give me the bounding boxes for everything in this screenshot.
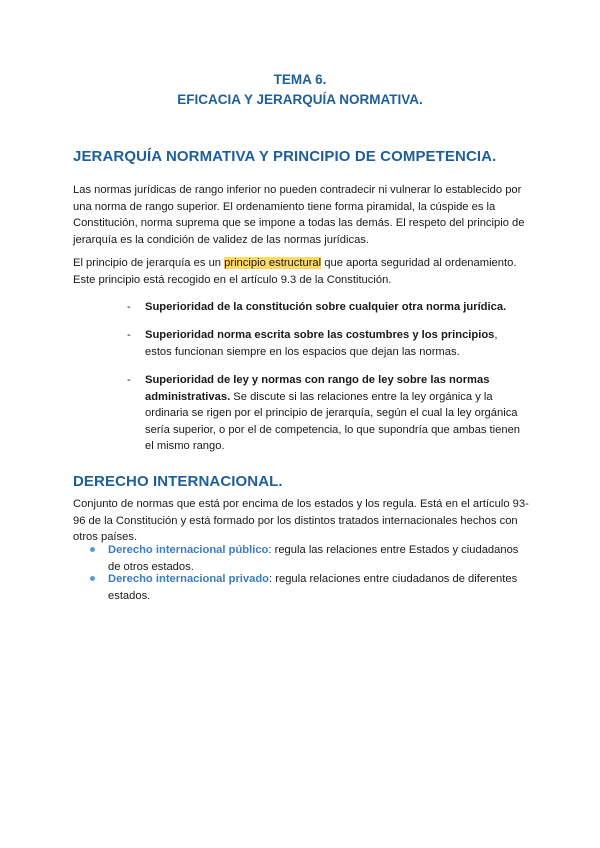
list-item-superioridad-norma-escrita [127, 327, 527, 360]
bullet-term: Derecho internacional público [108, 544, 269, 556]
bullet-text: : regula relaciones entre ciudadanos de diferentes estados. [108, 573, 518, 602]
document-title-line2: EFICACIA Y JERARQUÍA NORMATIVA. [177, 92, 423, 107]
list-item-bold: Superioridad de ley y normas con rango de ley sobre las normas administrativas. [145, 374, 490, 403]
bullet-dot-icon [90, 547, 95, 552]
list-item-bold: Superioridad norma escrita sobre las costumbres y los principios [145, 329, 495, 341]
list-item-text: , estos funcionan siempre en los espacios que dejan las normas. [145, 329, 498, 358]
bullet-text: : regula las relaciones entre Estados y ciudadanos de otros estados. [108, 544, 519, 573]
list-item-superioridad-ley [127, 372, 527, 455]
list-item-bold: Superioridad de la constitución sobre cualquier otra norma jurídica. [145, 301, 507, 313]
dash-marker: - [127, 301, 131, 313]
list-item-text: Se discute si las relaciones entre la ley orgánica y la ordinaria se rigen por el principio de jerarquía, según el cual la ley orgánica sería superior, o por el de competencia, lo que supondría que ambas tienen el mismo rango. [145, 390, 521, 453]
paragraph-derecho-internacional: Conjunto de normas que está por encima de los estados y los regula. Está en el artículo 93-96 de la Constitución y está formado por los distintos tratados internacionales hechos con otros países. [73, 498, 529, 544]
paragraph-text-before: El principio de jerarquía es un [73, 257, 225, 269]
highlighted-term: principio estructural [224, 257, 322, 269]
paragraph-text-after: que aporta seguridad al ordenamiento. Este principio está recogido en el artículo 9.3 de la Constitución. [73, 257, 517, 286]
paragraph-jerarquia-intro: Las normas jurídicas de rango inferior no pueden contradecir ni vulnerar lo establecido por una norma de rango superior. El ordenamiento tiene forma piramidal, la cúspide es la Constitución, norma suprema que se impone a todas las demás. El respeto del principio de jerarquía es la condición de validez de las normas jurídicas. [73, 184, 525, 246]
document-title-line1: TEMA 6. [273, 72, 327, 87]
bullet-dot-icon [90, 576, 95, 581]
bullet-term: Derecho internacional privado [108, 573, 270, 585]
dash-marker: - [127, 374, 131, 386]
dash-marker: - [127, 329, 131, 341]
paragraph-principio-estructural [73, 255, 533, 288]
list-item-superioridad-constitucion [127, 299, 527, 316]
bullet-item-privado [90, 571, 530, 604]
section-heading-derecho-internacional: DERECHO INTERNACIONAL. [73, 473, 283, 490]
section-heading-jerarquia: JERARQUÍA NORMATIVA Y PRINCIPIO DE COMPETENCIA. [73, 148, 497, 165]
